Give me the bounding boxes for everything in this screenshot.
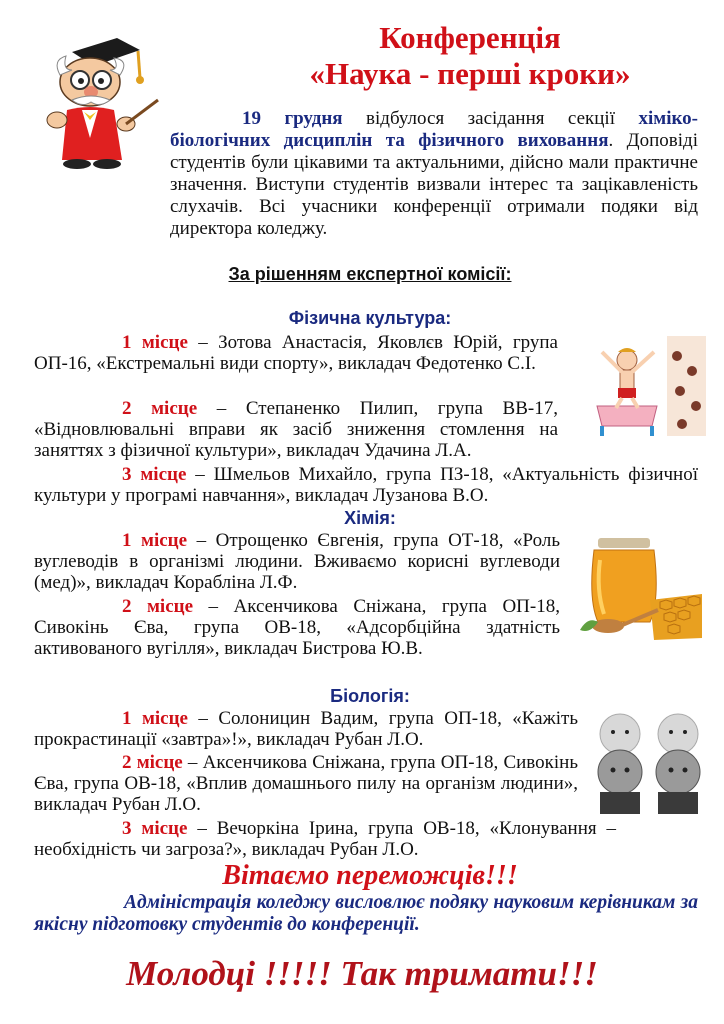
entry-text: – Аксенчикова Сніжана, група ОП-18, Сивокінь Єва, група ОВ-18, «Вплив домашнього пилу на організм людини», викладач Рубан Л.О. (34, 752, 578, 815)
entry-text: – Аксенчикова Сніжана, група ОП-18, Сивокінь Єва, група ОВ-18, «Адсорбційна здатність активованого вугілля», викладач Бистрова Ю.В. (34, 596, 560, 659)
intro-text-2: . Доповіді студентів були цікавими та актуальними, дійсно мали практичне значення. Виступи студентів визвали інтерес та зацікавленість слухачів. Всі учасники конференції отримали подяки від директора коледжу. (170, 130, 698, 239)
decision-heading: За рішенням експертної комісії: (228, 264, 512, 284)
entry-text: – Зотова Анастасія, Яковлєв Юрій, група ОП-16, «Екстремальні види спорту», викладач Федотенко С.І. (34, 332, 558, 374)
title-line-1: Конференція (379, 20, 561, 55)
babies-image (590, 710, 708, 814)
exercise-image (572, 336, 706, 436)
chemistry-entry-1 (34, 530, 560, 593)
intro-section: хіміко-біологічних дисциплін та фізичного виховання (170, 108, 698, 151)
congrats-text: Вітаємо переможців!!! (222, 860, 518, 891)
place-label: 2 місце (122, 398, 198, 419)
entry-text: – Отрощенко Євгенія, група ОТ-18, «Роль вуглеводів в організмі людини. Вживаємо корисні вуглеводи (мед)», викладач Корабліна Л.Ф. (34, 530, 560, 593)
final-slogan: Молодці !!!!! Так тримати!!! (126, 954, 598, 993)
physical-entry-2 (34, 398, 558, 461)
biology-entry-2 (34, 752, 578, 815)
entry-text: – Солоницин Вадим, група ОП-18, «Кажіть прокрастинації «завтра»!», викладач Рубан Л.О. (34, 708, 578, 750)
intro-paragraph (170, 108, 698, 240)
physical-entry-1 (34, 332, 558, 374)
thanks-paragraph: Адміністрація коледжу висловлює подяку науковим керівникам за якісну підготовку студентів до конференції. (34, 892, 698, 935)
section-title-physical: Фізична культура: (288, 308, 452, 328)
entry-text: – Вечоркіна Ірина, група ОВ-18, «Клонування – необхідність чи загроза?», викладач Рубан Л.О. (34, 818, 616, 860)
biology-entry-3 (34, 818, 616, 860)
section-title-chemistry: Хімія: (344, 508, 396, 528)
place-label: 2 місце (122, 596, 194, 617)
place-label: 3 місце (122, 818, 188, 839)
intro-text-1: відбулося засідання секції (342, 108, 639, 129)
place-label: 1 місце (122, 708, 188, 729)
intro-date: 19 грудня (242, 108, 343, 129)
physical-entry-3 (34, 464, 698, 506)
place-label: 2 місце (122, 752, 183, 773)
title-line-2: «Наука - перші кроки» (309, 56, 631, 91)
chemistry-entry-2 (34, 596, 560, 659)
honey-image (578, 530, 704, 642)
professor-illustration (22, 20, 162, 170)
section-title-biology: Біологія: (330, 686, 410, 706)
place-label: 3 місце (122, 464, 187, 485)
biology-entry-1 (34, 708, 578, 750)
entry-text: – Степаненко Пилип, група ВВ-17, «Відновлювальні вправи як засіб зниження стомлення на заняттях з фізичної культури», викладач Удачина Л.А. (34, 398, 558, 461)
place-label: 1 місце (122, 332, 188, 353)
place-label: 1 місце (122, 530, 188, 551)
entry-text: – Шмельов Михайло, група ПЗ-18, «Актуальність фізичної культури у програмі навчання», викладач Лузанова В.О. (34, 464, 698, 506)
